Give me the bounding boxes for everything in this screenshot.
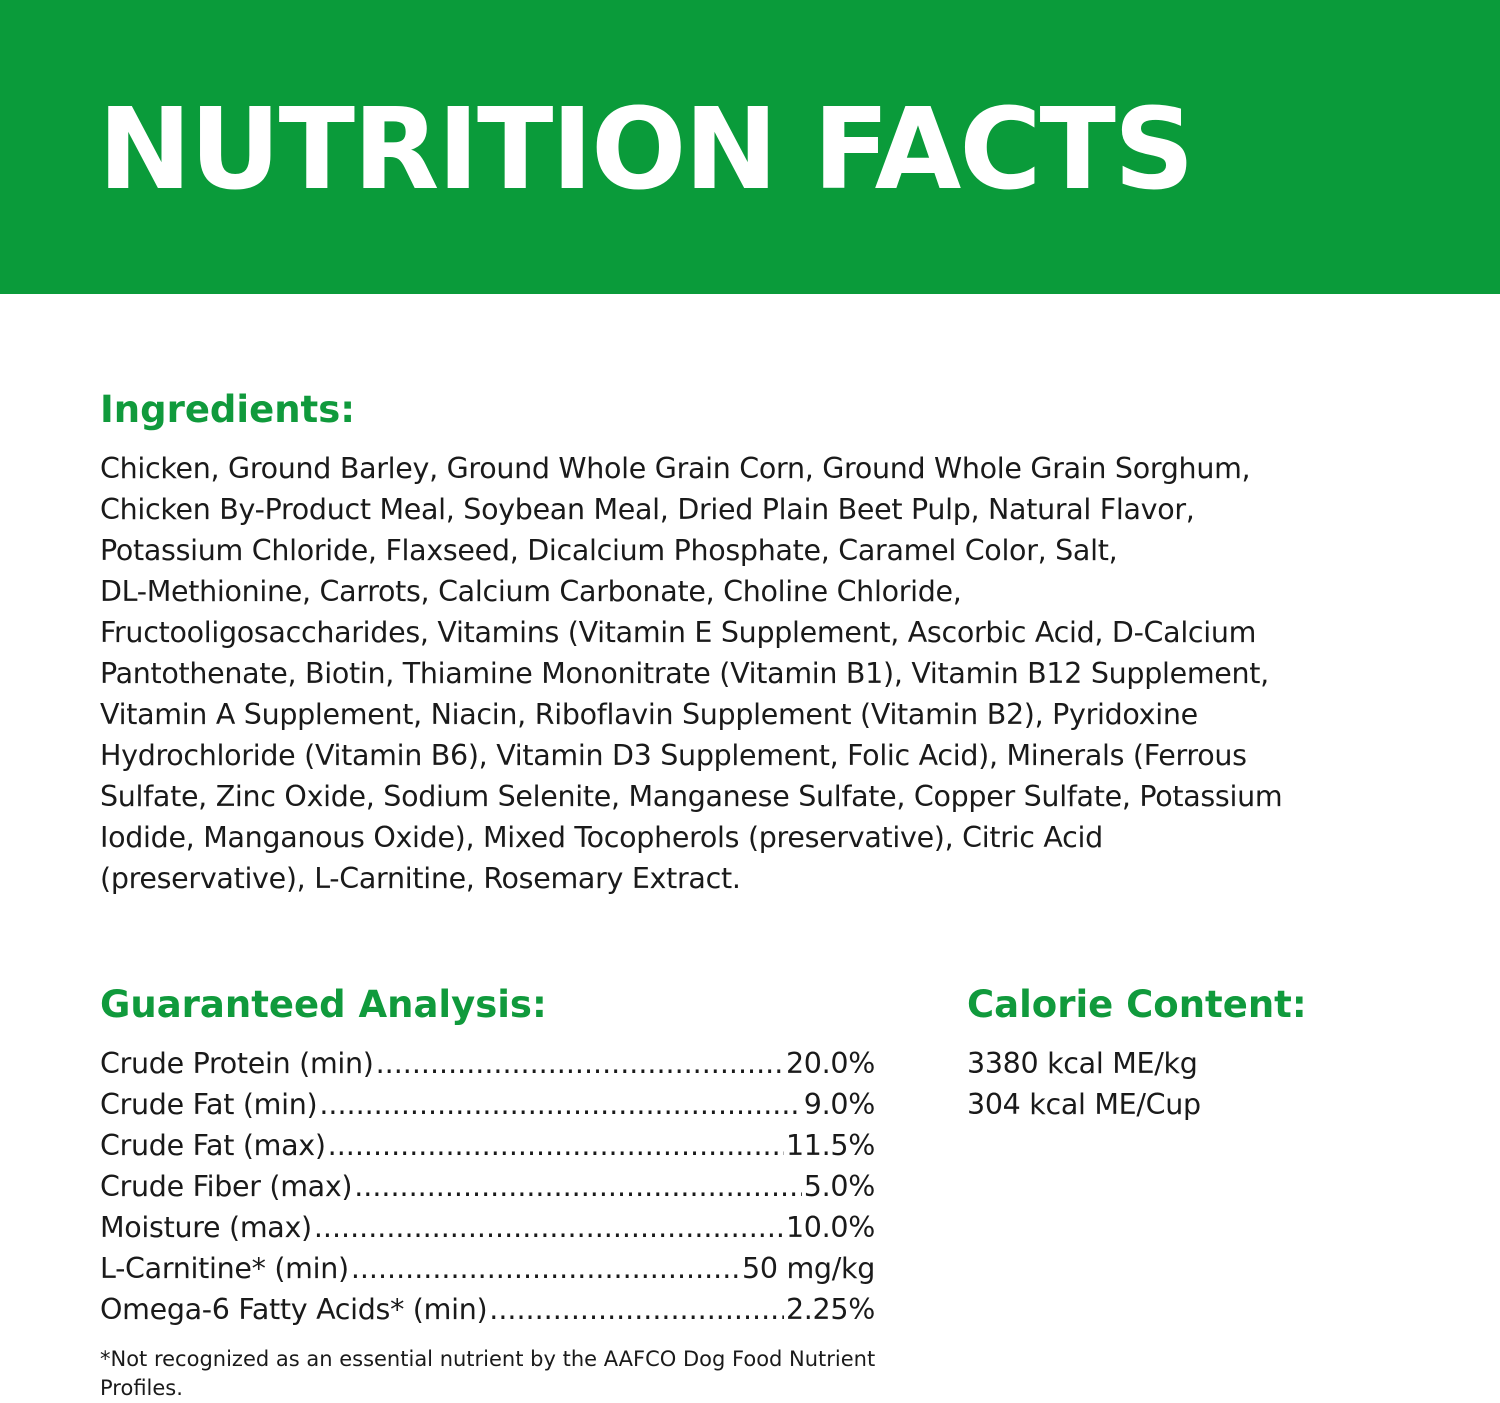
dot-leader <box>354 1166 802 1207</box>
analysis-label: Crude Fiber (max) <box>100 1170 353 1203</box>
guaranteed-analysis-heading: Guaranteed Analysis: <box>100 983 547 1026</box>
calorie-content-heading: Calorie Content: <box>967 983 1307 1026</box>
analysis-value: 2.25% <box>785 1293 875 1326</box>
page-title: NUTRITION FACTS <box>98 85 1193 215</box>
analysis-row <box>100 1043 875 1084</box>
analysis-value: 11.5% <box>785 1129 875 1162</box>
dot-leader <box>319 1084 801 1125</box>
dot-leader <box>489 1289 784 1330</box>
analysis-row <box>100 1289 875 1330</box>
analysis-row <box>100 1207 875 1248</box>
ingredients-heading: Ingredients: <box>100 388 356 431</box>
analysis-value: 20.0% <box>785 1047 875 1080</box>
analysis-value: 10.0% <box>785 1211 875 1244</box>
calorie-content-list <box>967 1043 1201 1125</box>
analysis-label: Crude Fat (min) <box>100 1088 318 1121</box>
analysis-row <box>100 1125 875 1166</box>
analysis-label: Moisture (max) <box>100 1211 312 1244</box>
dot-leader <box>351 1248 740 1289</box>
analysis-row <box>100 1084 875 1125</box>
analysis-footnote: *Not recognized as an essential nutrient by the AAFCO Dog Food Nutrient Profiles. <box>100 1347 876 1400</box>
analysis-label: Crude Protein (min) <box>100 1047 374 1080</box>
analysis-label: Crude Fat (max) <box>100 1129 326 1162</box>
analysis-value: 5.0% <box>803 1170 875 1203</box>
calorie-item: 304 kcal ME/Cup <box>967 1088 1201 1121</box>
analysis-value: 50 mg/kg <box>742 1252 875 1285</box>
calorie-item: 3380 kcal ME/kg <box>967 1047 1198 1080</box>
dot-leader <box>376 1043 784 1084</box>
dot-leader <box>314 1207 784 1248</box>
analysis-row <box>100 1166 875 1207</box>
ingredients-text: Chicken, Ground Barley, Ground Whole Grain Corn, Ground Whole Grain Sorghum, Chicken By-Product Meal, Soybean Meal, Dried Plain Beet Pulp, Natural Flavor, Potassium Chloride, Flaxseed, Dicalcium Phosphate, Caramel Color, Salt, DL-Methionine, Carrots, Calcium Carbonate, Choline Chloride, Fructooligosaccharides, Vitamins (Vitamin E Supplement, Ascorbic Acid, D-Calcium Pantothenate, Biotin, Thiamine Mononitrate (Vitamin B1), Vitamin B12 Supplement, Vitamin A Supplement, Niacin, Riboflavin Supplement (Vitamin B2), Pyridoxine Hydrochloride (Vitamin B6), Vitamin D3 Supplement, Folic Acid), Minerals (Ferrous Sulfate, Zinc Oxide, Sodium Selenite, Manganese Sulfate, Copper Sulfate, Potassium Iodide, Manganous Oxide), Mixed Tocopherols (preservative), Citric Acid (preservative), L-Carnitine, Rosemary Extract. <box>100 452 1283 895</box>
dot-leader <box>328 1125 784 1166</box>
analysis-row <box>100 1248 875 1289</box>
analysis-label: Omega-6 Fatty Acids* (min) <box>100 1293 488 1326</box>
analysis-value: 9.0% <box>803 1088 875 1121</box>
guaranteed-analysis-list <box>100 1043 875 1330</box>
analysis-label: L-Carnitine* (min) <box>100 1252 349 1285</box>
header-banner <box>0 0 1500 294</box>
